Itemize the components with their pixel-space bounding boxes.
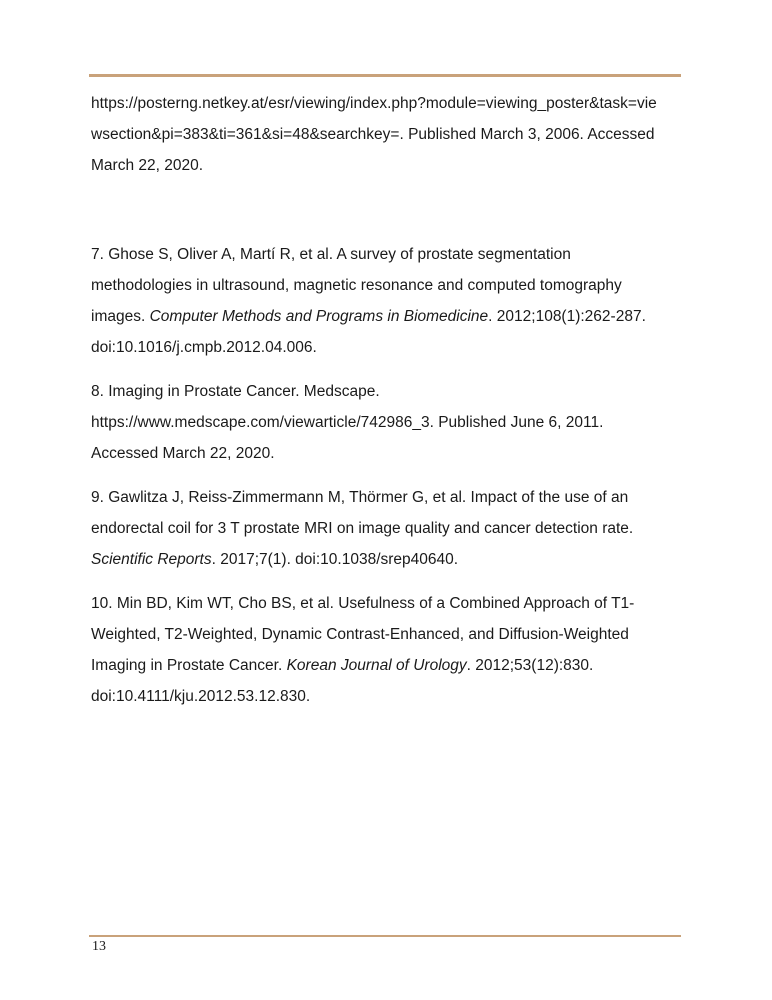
reference-line: 7. Ghose S, Oliver A, Martí R, et al. A survey of prostate segmentation — [91, 246, 571, 263]
journal-title: Korean Journal of Urology — [286, 657, 467, 674]
reference-line: March 22, 2020. — [91, 157, 204, 174]
reference-line: Weighted, T2-Weighted, Dynamic Contrast-Enhanced, and Diffusion-Weighted — [91, 626, 629, 643]
reference-text: . 2012;53(12):830. — [466, 657, 594, 674]
reference-list — [91, 88, 686, 712]
reference-line: Accessed March 22, 2020. — [91, 445, 275, 462]
reference-line: https://www.medscape.com/viewarticle/742986_3. Published June 6, 2011. — [91, 414, 604, 431]
reference-text: images. — [91, 308, 150, 325]
reference-line: wsection&pi=383&ti=361&si=48&searchkey=. Published March 3, 2006. Accessed — [91, 126, 655, 143]
reference-7 — [91, 239, 686, 363]
reference-line — [91, 650, 686, 681]
reference-text: . 2012;108(1):262-287. — [488, 308, 646, 325]
reference-line: 8. Imaging in Prostate Cancer. Medscape. — [91, 383, 380, 400]
reference-9 — [91, 482, 686, 575]
journal-title: Scientific Reports — [91, 551, 212, 568]
reference-continuation — [91, 88, 686, 181]
reference-line: 10. Min BD, Kim WT, Cho BS, et al. Usefulness of a Combined Approach of T1- — [91, 595, 635, 612]
reference-line: 9. Gawlitza J, Reiss-Zimmermann M, Thörmer G, et al. Impact of the use of an — [91, 489, 629, 506]
reference-line: endorectal coil for 3 T prostate MRI on image quality and cancer detection rate. — [91, 520, 634, 537]
reference-line: methodologies in ultrasound, magnetic resonance and computed tomography — [91, 277, 622, 294]
header-rule — [89, 74, 681, 77]
reference-10 — [91, 588, 686, 712]
reference-text: Imaging in Prostate Cancer. — [91, 657, 287, 674]
reference-line: doi:10.4111/kju.2012.53.12.830. — [91, 688, 311, 705]
reference-line: doi:10.1016/j.cmpb.2012.04.006. — [91, 339, 317, 356]
reference-text: . 2017;7(1). doi:10.1038/srep40640. — [211, 551, 459, 568]
footer-rule — [89, 935, 681, 937]
reference-line: https://posterng.netkey.at/esr/viewing/index.php?module=viewing_poster&task=vie — [91, 95, 657, 112]
journal-title: Computer Methods and Programs in Biomedicine — [149, 308, 489, 325]
page-number: 13 — [92, 939, 106, 954]
reference-line — [91, 301, 686, 332]
reference-8 — [91, 376, 686, 469]
reference-line — [91, 544, 686, 575]
